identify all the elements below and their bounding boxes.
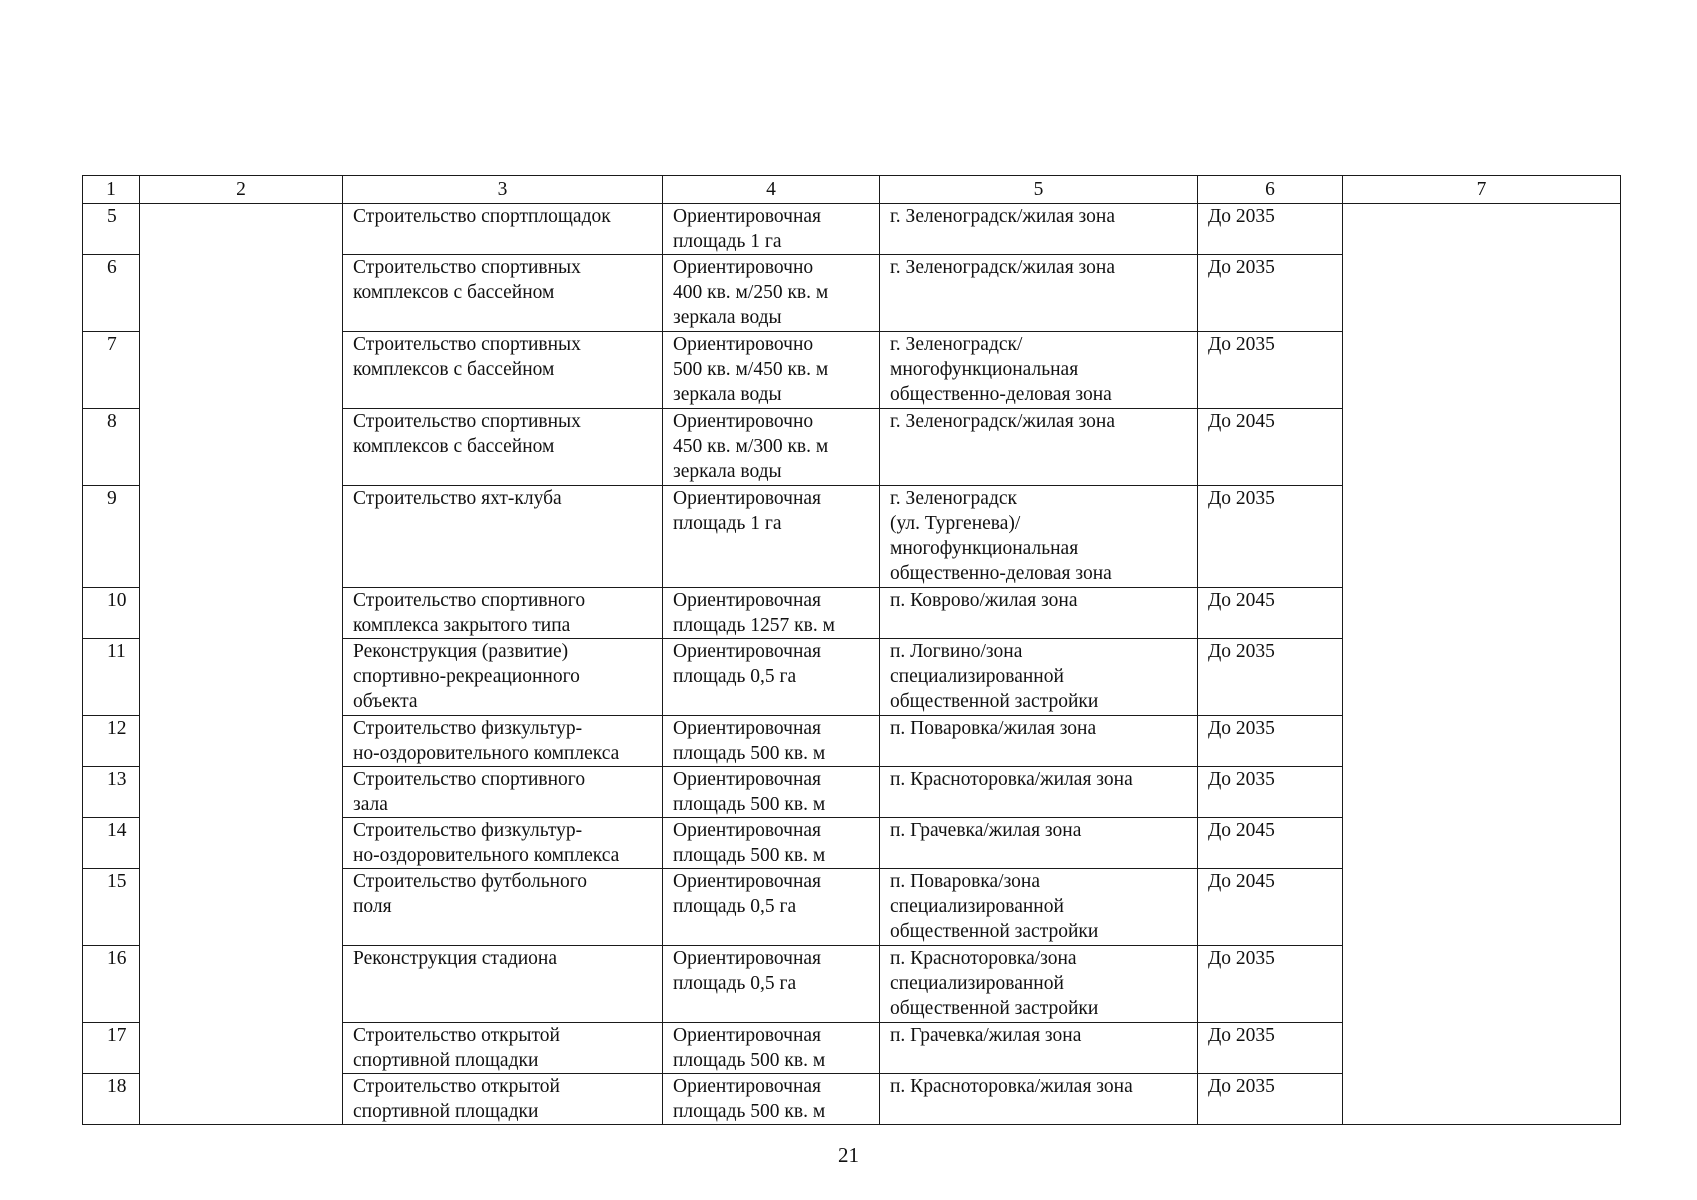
location-text: г. Зеленоградск/ многофункциональная общественно-деловая зона (890, 334, 1112, 405)
row-number-cell (83, 639, 140, 716)
term-cell (1198, 255, 1343, 332)
projects-table (82, 175, 1621, 1125)
empty-cell (140, 946, 343, 1023)
term-cell (1198, 869, 1343, 946)
location-cell (880, 946, 1198, 1023)
empty-cell (140, 588, 343, 639)
area-cell (663, 818, 880, 869)
object-name-cell (343, 639, 663, 716)
row-number-text: 16 (107, 948, 127, 969)
location-text: п. Коврово/жилая зона (890, 590, 1078, 611)
row-number-cell (83, 588, 140, 639)
term-cell (1198, 716, 1343, 767)
term-text: До 2035 (1208, 206, 1275, 227)
row-number-text: 6 (107, 257, 117, 278)
area-text: Ориентировочная площадь 500 кв. м (673, 1025, 826, 1071)
area-text: Ориентировочная площадь 500 кв. м (673, 820, 826, 866)
term-text: До 2035 (1208, 641, 1275, 662)
area-cell (663, 409, 880, 486)
empty-cell (1343, 486, 1621, 588)
object-name-cell (343, 588, 663, 639)
term-text: До 2045 (1208, 411, 1275, 432)
table-row (83, 486, 1621, 588)
object-name-cell (343, 716, 663, 767)
table-row (83, 716, 1621, 767)
term-text: До 2045 (1208, 590, 1275, 611)
column-header: 2 (140, 176, 343, 204)
row-number-text: 14 (107, 820, 127, 841)
row-number-text: 9 (107, 488, 117, 509)
location-text: п. Грачевка/жилая зона (890, 1025, 1082, 1046)
table-row (83, 255, 1621, 332)
row-number-cell (83, 716, 140, 767)
area-cell (663, 332, 880, 409)
location-text: п. Логвино/зона специализированной общественной застройки (890, 641, 1099, 712)
object-name-cell (343, 767, 663, 818)
row-number-text: 15 (107, 871, 127, 892)
row-number-text: 7 (107, 334, 117, 355)
term-cell (1198, 946, 1343, 1023)
object-name-text: Строительство спортивного комплекса закрытого типа (353, 590, 586, 636)
location-text: г. Зеленоградск (ул. Тургенева)/ многофункциональная общественно-деловая зона (890, 488, 1112, 584)
term-cell (1198, 486, 1343, 588)
area-cell (663, 767, 880, 818)
term-cell (1198, 818, 1343, 869)
term-cell (1198, 332, 1343, 409)
row-number-cell (83, 1074, 140, 1125)
column-header: 1 (83, 176, 140, 204)
area-text: Ориентировочная площадь 500 кв. м (673, 718, 826, 764)
empty-cell (140, 204, 343, 255)
row-number-text: 11 (107, 641, 126, 662)
object-name-cell (343, 486, 663, 588)
area-text: Ориентировочно 500 кв. м/450 кв. м зеркала воды (673, 334, 829, 405)
term-cell (1198, 639, 1343, 716)
column-header: 5 (880, 176, 1198, 204)
area-text: Ориентировочная площадь 1 га (673, 488, 822, 534)
empty-cell (140, 767, 343, 818)
table-row (83, 1023, 1621, 1074)
row-number-cell (83, 255, 140, 332)
area-cell (663, 716, 880, 767)
location-cell (880, 767, 1198, 818)
location-cell (880, 869, 1198, 946)
empty-cell (1343, 204, 1621, 255)
location-cell (880, 639, 1198, 716)
empty-cell (1343, 639, 1621, 716)
object-name-text: Строительство спортплощадок (353, 206, 611, 227)
column-header: 4 (663, 176, 880, 204)
area-text: Ориентировочная площадь 1 га (673, 206, 822, 252)
location-cell (880, 818, 1198, 869)
term-text: До 2035 (1208, 769, 1275, 790)
object-name-text: Строительство спортивных комплексов с бассейном (353, 411, 581, 457)
location-text: п. Грачевка/жилая зона (890, 820, 1082, 841)
empty-cell (1343, 716, 1621, 767)
area-cell (663, 1074, 880, 1125)
term-text: До 2035 (1208, 334, 1275, 355)
object-name-text: Строительство футбольного поля (353, 871, 588, 917)
empty-cell (140, 869, 343, 946)
row-number-cell (83, 869, 140, 946)
object-name-text: Реконструкция стадиона (353, 948, 558, 969)
column-header: 3 (343, 176, 663, 204)
empty-cell (1343, 409, 1621, 486)
location-cell (880, 1074, 1198, 1125)
empty-cell (1343, 1074, 1621, 1125)
table-row (83, 946, 1621, 1023)
area-cell (663, 639, 880, 716)
table-row (83, 409, 1621, 486)
empty-cell (1343, 255, 1621, 332)
table-row (83, 588, 1621, 639)
row-number-text: 5 (107, 206, 117, 227)
object-name-text: Строительство физкультур- но-оздоровительного комплекса (353, 820, 620, 866)
object-name-cell (343, 818, 663, 869)
row-number-cell (83, 204, 140, 255)
row-number-cell (83, 1023, 140, 1074)
location-cell (880, 409, 1198, 486)
row-number-cell (83, 767, 140, 818)
area-text: Ориентировочная площадь 1257 кв. м (673, 590, 835, 636)
header-row (83, 176, 1621, 204)
column-header: 7 (1343, 176, 1621, 204)
empty-cell (140, 1023, 343, 1074)
empty-cell (140, 716, 343, 767)
table-row (83, 332, 1621, 409)
term-cell (1198, 588, 1343, 639)
term-cell (1198, 1074, 1343, 1125)
area-cell (663, 204, 880, 255)
location-cell (880, 716, 1198, 767)
row-number-cell (83, 486, 140, 588)
table-row (83, 869, 1621, 946)
empty-cell (140, 486, 343, 588)
term-text: До 2035 (1208, 257, 1275, 278)
location-text: г. Зеленоградск/жилая зона (890, 411, 1115, 432)
term-text: До 2035 (1208, 488, 1275, 509)
empty-cell (140, 409, 343, 486)
empty-cell (140, 332, 343, 409)
object-name-cell (343, 409, 663, 486)
area-cell (663, 588, 880, 639)
location-text: п. Поваровка/зона специализированной общественной застройки (890, 871, 1099, 942)
term-text: До 2035 (1208, 948, 1275, 969)
object-name-cell (343, 204, 663, 255)
column-header: 6 (1198, 176, 1343, 204)
location-cell (880, 486, 1198, 588)
table-row (83, 818, 1621, 869)
object-name-cell (343, 255, 663, 332)
area-text: Ориентировочная площадь 0,5 га (673, 948, 822, 994)
area-cell (663, 1023, 880, 1074)
empty-cell (1343, 588, 1621, 639)
location-cell (880, 1023, 1198, 1074)
object-name-cell (343, 869, 663, 946)
table-row (83, 767, 1621, 818)
row-number-cell (83, 818, 140, 869)
row-number-cell (83, 409, 140, 486)
object-name-text: Строительство спортивного зала (353, 769, 586, 815)
row-number-text: 17 (107, 1025, 127, 1046)
location-cell (880, 255, 1198, 332)
object-name-text: Строительство открытой спортивной площадки (353, 1025, 560, 1071)
row-number-text: 12 (107, 718, 127, 739)
location-cell (880, 588, 1198, 639)
object-name-text: Строительство физкультур- но-оздоровительного комплекса (353, 718, 620, 764)
location-text: п. Красноторовка/жилая зона (890, 769, 1133, 790)
empty-cell (1343, 869, 1621, 946)
area-cell (663, 869, 880, 946)
row-number-text: 10 (107, 590, 127, 611)
area-cell (663, 255, 880, 332)
row-number-text: 8 (107, 411, 117, 432)
row-number-text: 18 (107, 1076, 127, 1097)
empty-cell (1343, 332, 1621, 409)
table-row (83, 204, 1621, 255)
term-text: До 2035 (1208, 1076, 1275, 1097)
term-cell (1198, 204, 1343, 255)
area-text: Ориентировочная площадь 0,5 га (673, 871, 822, 917)
empty-cell (140, 255, 343, 332)
empty-cell (1343, 818, 1621, 869)
area-text: Ориентировочно 400 кв. м/250 кв. м зеркала воды (673, 257, 829, 328)
location-cell (880, 204, 1198, 255)
area-text: Ориентировочная площадь 0,5 га (673, 641, 822, 687)
empty-cell (1343, 946, 1621, 1023)
page-number: 21 (838, 1143, 859, 1167)
term-text: До 2045 (1208, 820, 1275, 841)
term-cell (1198, 1023, 1343, 1074)
object-name-cell (343, 332, 663, 409)
location-text: п. Красноторовка/зона специализированной общественной застройки (890, 948, 1099, 1019)
term-cell (1198, 409, 1343, 486)
empty-cell (1343, 767, 1621, 818)
area-text: Ориентировочная площадь 500 кв. м (673, 1076, 826, 1122)
table-row (83, 1074, 1621, 1125)
object-name-cell (343, 1074, 663, 1125)
term-text: До 2035 (1208, 718, 1275, 739)
object-name-text: Строительство открытой спортивной площадки (353, 1076, 560, 1122)
term-text: До 2045 (1208, 871, 1275, 892)
area-cell (663, 946, 880, 1023)
empty-cell (140, 639, 343, 716)
area-text: Ориентировочно 450 кв. м/300 кв. м зеркала воды (673, 411, 829, 482)
area-cell (663, 486, 880, 588)
location-text: п. Поваровка/жилая зона (890, 718, 1097, 739)
location-text: п. Красноторовка/жилая зона (890, 1076, 1133, 1097)
object-name-text: Строительство спортивных комплексов с бассейном (353, 334, 581, 380)
object-name-cell (343, 946, 663, 1023)
area-text: Ориентировочная площадь 500 кв. м (673, 769, 826, 815)
location-text: г. Зеленоградск/жилая зона (890, 257, 1115, 278)
row-number-cell (83, 332, 140, 409)
location-cell (880, 332, 1198, 409)
object-name-text: Строительство спортивных комплексов с бассейном (353, 257, 581, 303)
empty-cell (140, 818, 343, 869)
term-cell (1198, 767, 1343, 818)
object-name-text: Строительство яхт-клуба (353, 488, 562, 509)
location-text: г. Зеленоградск/жилая зона (890, 206, 1115, 227)
empty-cell (1343, 1023, 1621, 1074)
term-text: До 2035 (1208, 1025, 1275, 1046)
empty-cell (140, 1074, 343, 1125)
table-row (83, 639, 1621, 716)
table-body (83, 204, 1621, 1125)
object-name-cell (343, 1023, 663, 1074)
object-name-text: Реконструкция (развитие) спортивно-рекреационного объекта (353, 641, 580, 712)
row-number-cell (83, 946, 140, 1023)
row-number-text: 13 (107, 769, 127, 790)
